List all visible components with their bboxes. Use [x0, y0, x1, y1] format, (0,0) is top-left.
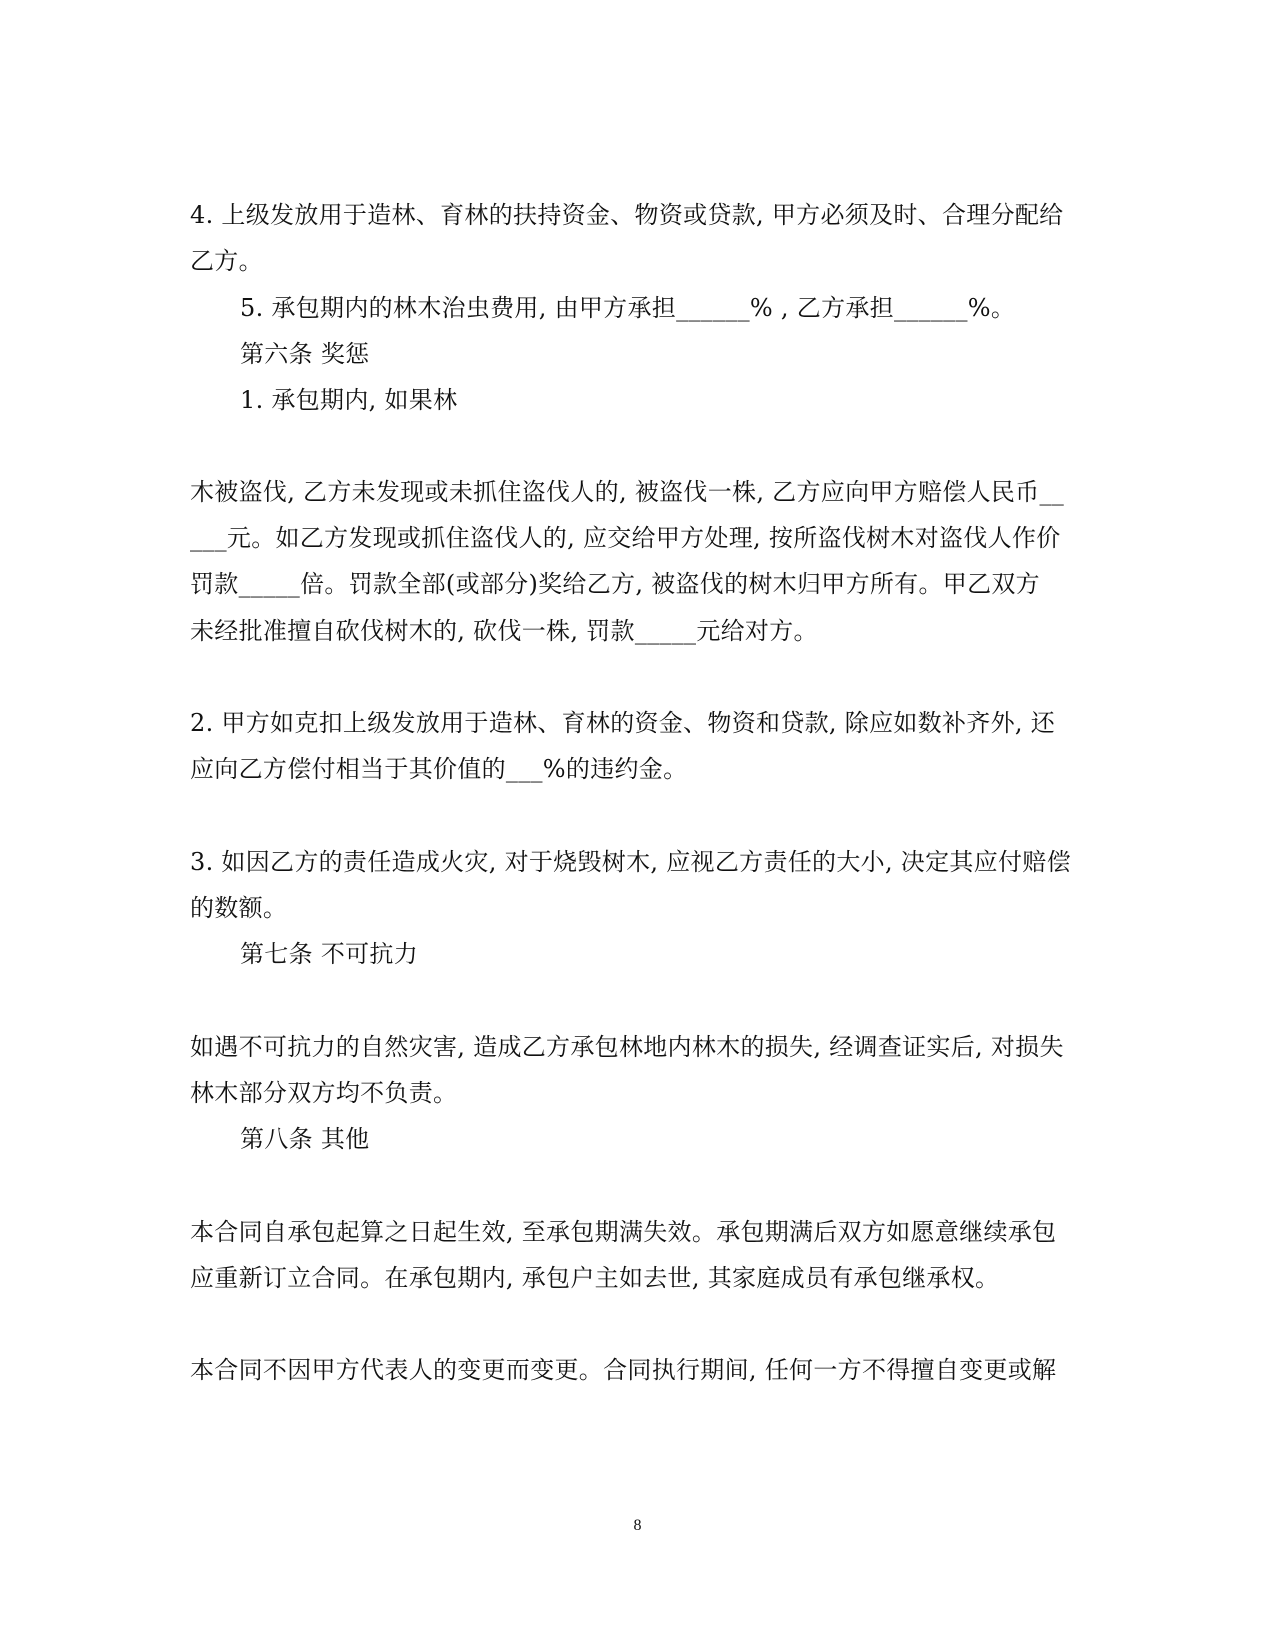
paragraph-line: 木被盗伐, 乙方未发现或未抓住盗伐人的, 被盗伐一株, 乙方应向甲方赔偿人民币__ — [190, 478, 1065, 506]
paragraph-line: 未经批准擅自砍伐树木的, 砍伐一株, 罚款_____元给对方。 — [190, 617, 818, 645]
section-heading: 第六条 奖惩 — [240, 340, 370, 368]
paragraph-line: ___元。如乙方发现或抓住盗伐人的, 应交给甲方处理, 按所盗伐树木对盗伐人作价 — [190, 524, 1061, 552]
page-number: 8 — [633, 1517, 642, 1534]
paragraph-line: 本合同自承包起算之日起生效, 至承包期满失效。承包期满后双方如愿意继续承包 — [190, 1218, 1057, 1246]
paragraph-line: 2. 甲方如克扣上级发放用于造林、育林的资金、物资和贷款, 除应如数补齐外, 还 — [190, 709, 1056, 737]
paragraph-line: 应向乙方偿付相当于其价值的___%的违约金。 — [190, 755, 688, 783]
paragraph-line: 林木部分双方均不负责。 — [190, 1079, 458, 1107]
paragraph-line: 3. 如因乙方的责任造成火灾, 对于烧毁树木, 应视乙方责任的大小, 决定其应付赔偿 — [190, 848, 1071, 876]
paragraph-line: 应重新订立合同。在承包期内, 承包户主如去世, 其家庭成员有承包继承权。 — [190, 1264, 1000, 1292]
paragraph-line: 如遇不可抗力的自然灾害, 造成乙方承包林地内林木的损失, 经调查证实后, 对损失 — [190, 1033, 1064, 1061]
paragraph-line: 的数额。 — [190, 894, 288, 922]
paragraph-line: 乙方。 — [190, 247, 263, 275]
paragraph-line: 5. 承包期内的林木治虫费用, 由甲方承担______% , 乙方承担______%。 — [240, 294, 1016, 322]
paragraph-line: 罚款_____倍。罚款全部(或部分)奖给乙方, 被盗伐的树木归甲方所有。甲乙双方 — [190, 570, 1040, 598]
section-heading: 第七条 不可抗力 — [240, 940, 419, 968]
paragraph-line: 1. 承包期内, 如果林 — [240, 386, 458, 414]
paragraph-line: 4. 上级发放用于造林、育林的扶持资金、物资或贷款, 甲方必须及时、合理分配给 — [190, 201, 1064, 229]
section-heading: 第八条 其他 — [240, 1125, 370, 1153]
paragraph-line: 本合同不因甲方代表人的变更而变更。合同执行期间, 任何一方不得擅自变更或解 — [190, 1356, 1057, 1384]
